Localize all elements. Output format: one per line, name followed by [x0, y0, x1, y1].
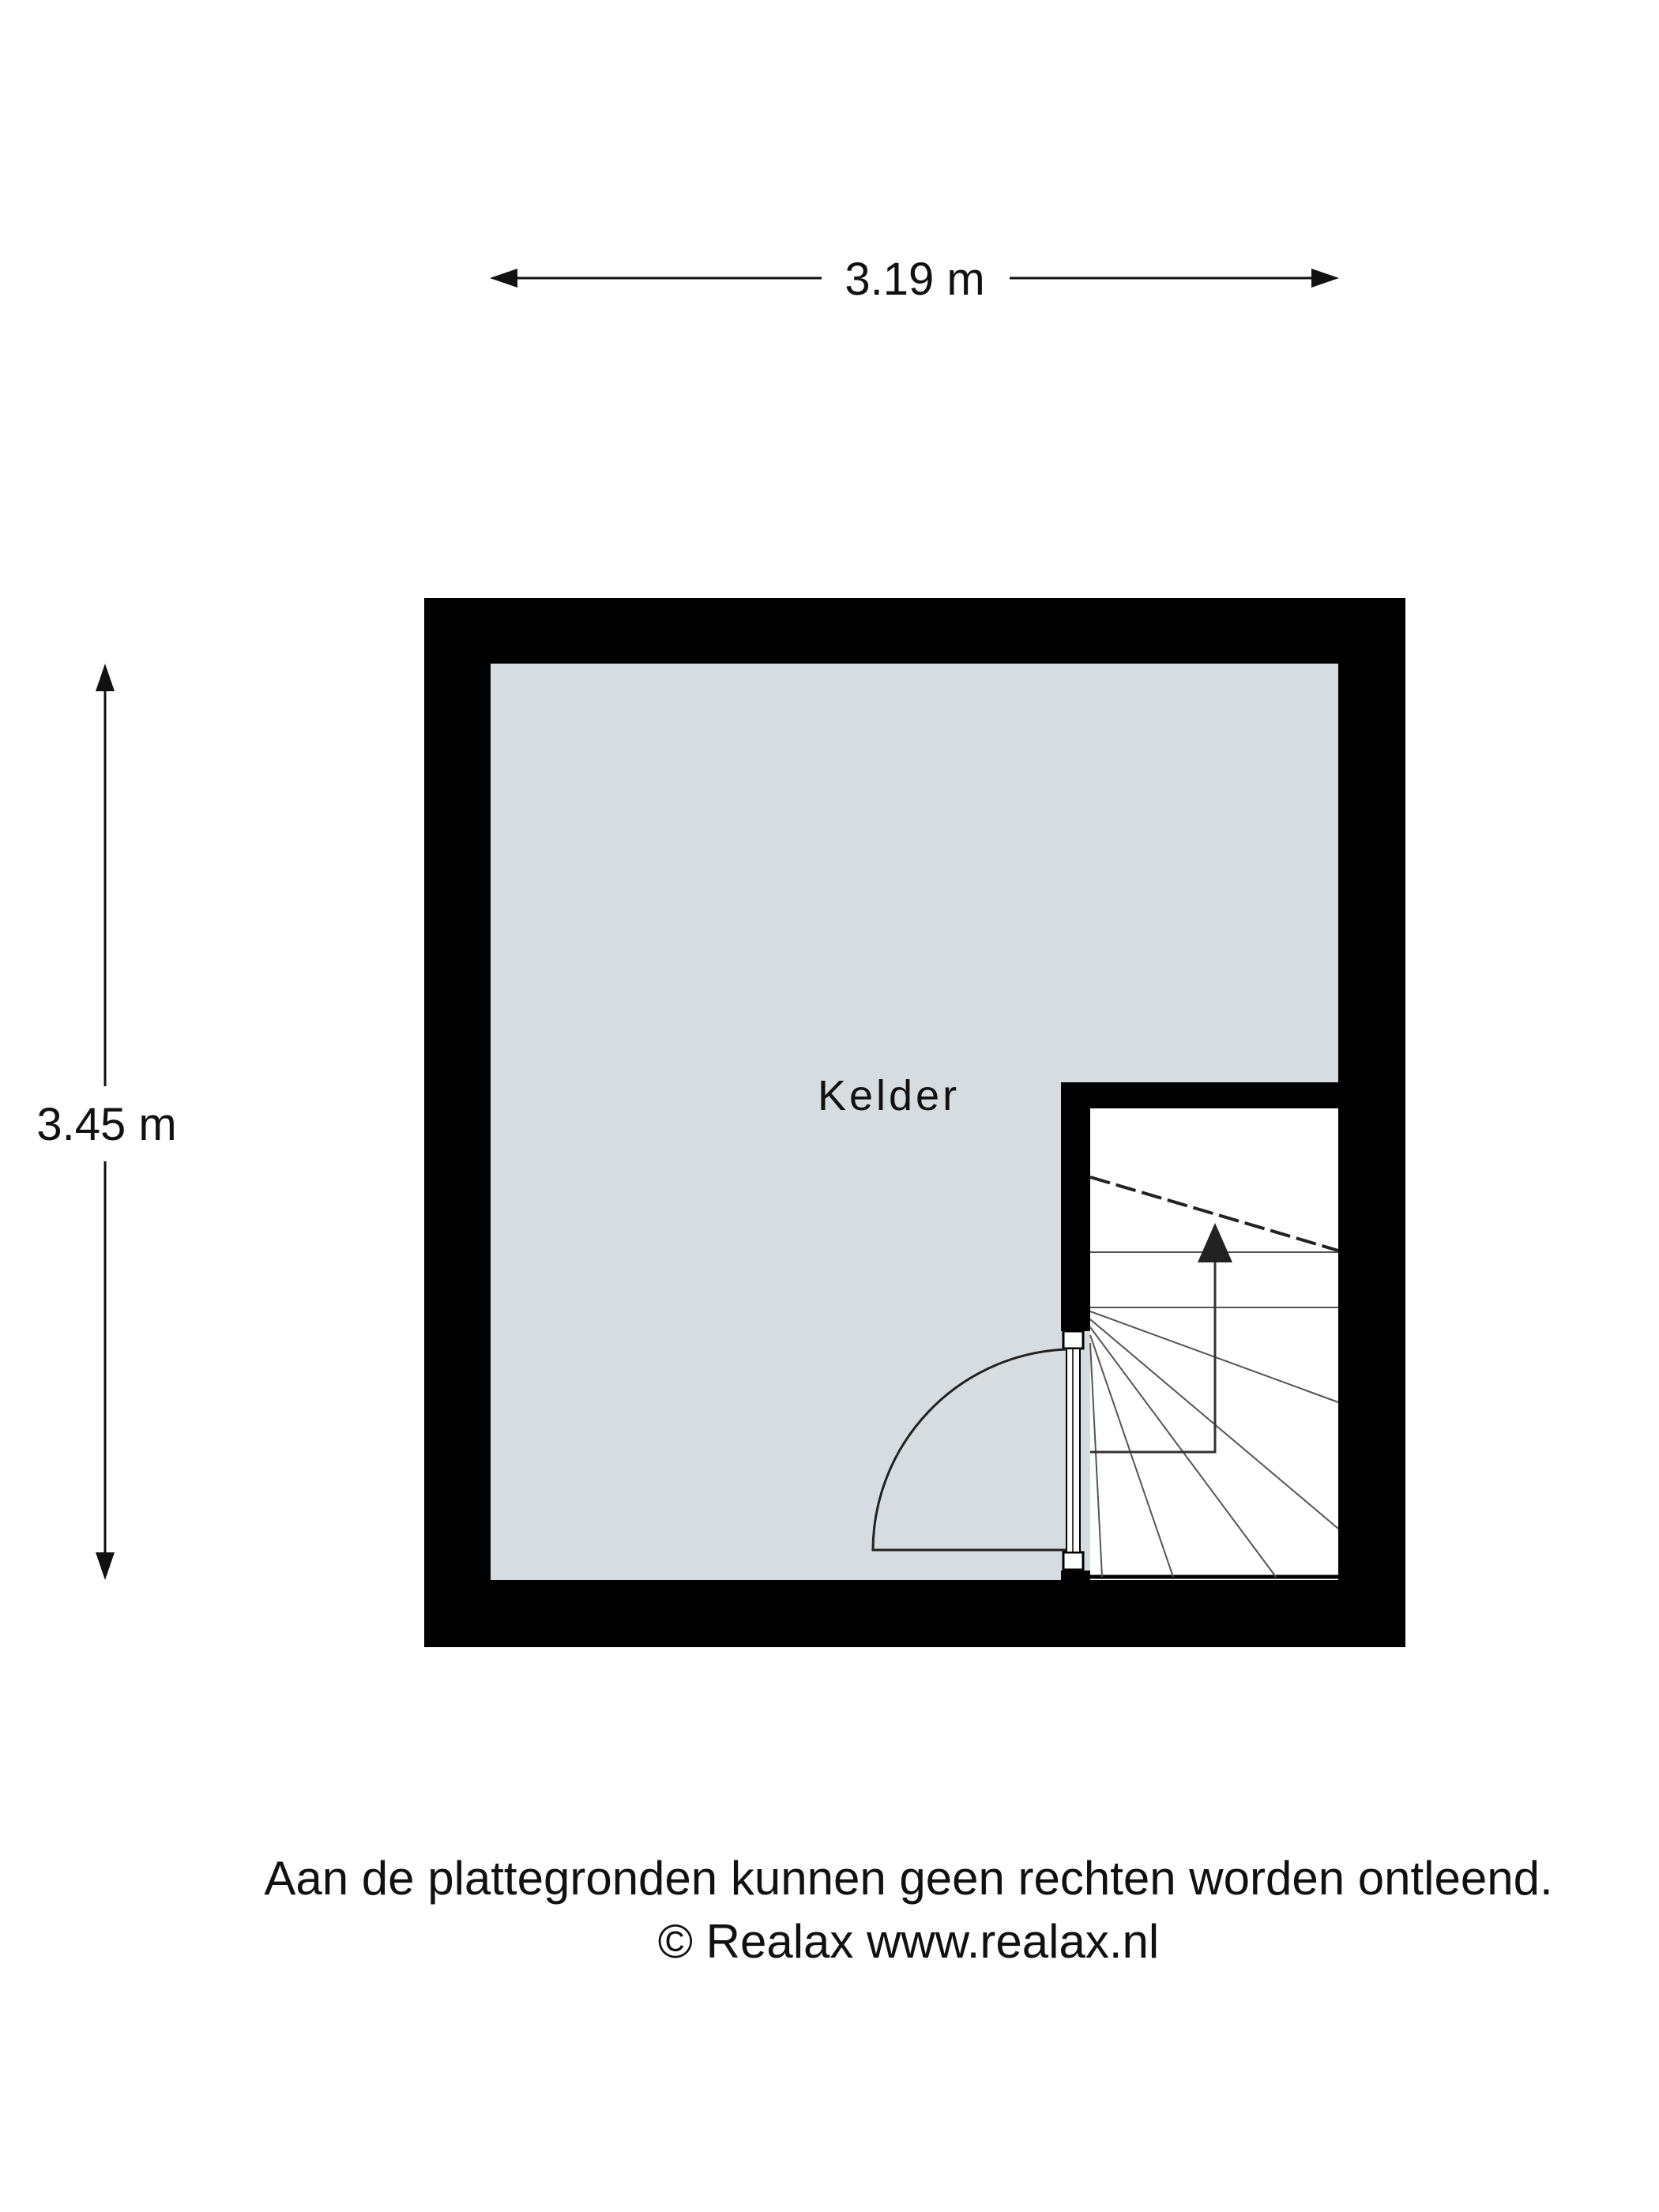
width-arrow-left-icon	[490, 269, 517, 288]
door-jamb-top	[1063, 1331, 1083, 1349]
disclaimer-text: Aan de plattegronden kunnen geen rechten worden ontleend.	[264, 1852, 1553, 1905]
stair-wall-top	[1061, 1082, 1338, 1108]
height-arrow-bottom-icon	[96, 1552, 115, 1580]
stair-wall-left-upper	[1061, 1082, 1090, 1331]
stair-wall-left-lower	[1061, 1571, 1090, 1580]
copyright-text: © Realax www.realax.nl	[657, 1915, 1160, 1968]
width-arrow-right-icon	[1311, 269, 1339, 288]
door-jamb-bottom	[1063, 1552, 1083, 1570]
room-label: Kelder	[817, 1072, 961, 1119]
height-dimension	[36, 664, 176, 1580]
height-dimension-label: 3.45 m	[36, 1099, 177, 1150]
width-dimension	[490, 254, 1339, 305]
height-arrow-top-icon	[96, 664, 115, 691]
width-dimension-label: 3.19 m	[845, 254, 985, 305]
